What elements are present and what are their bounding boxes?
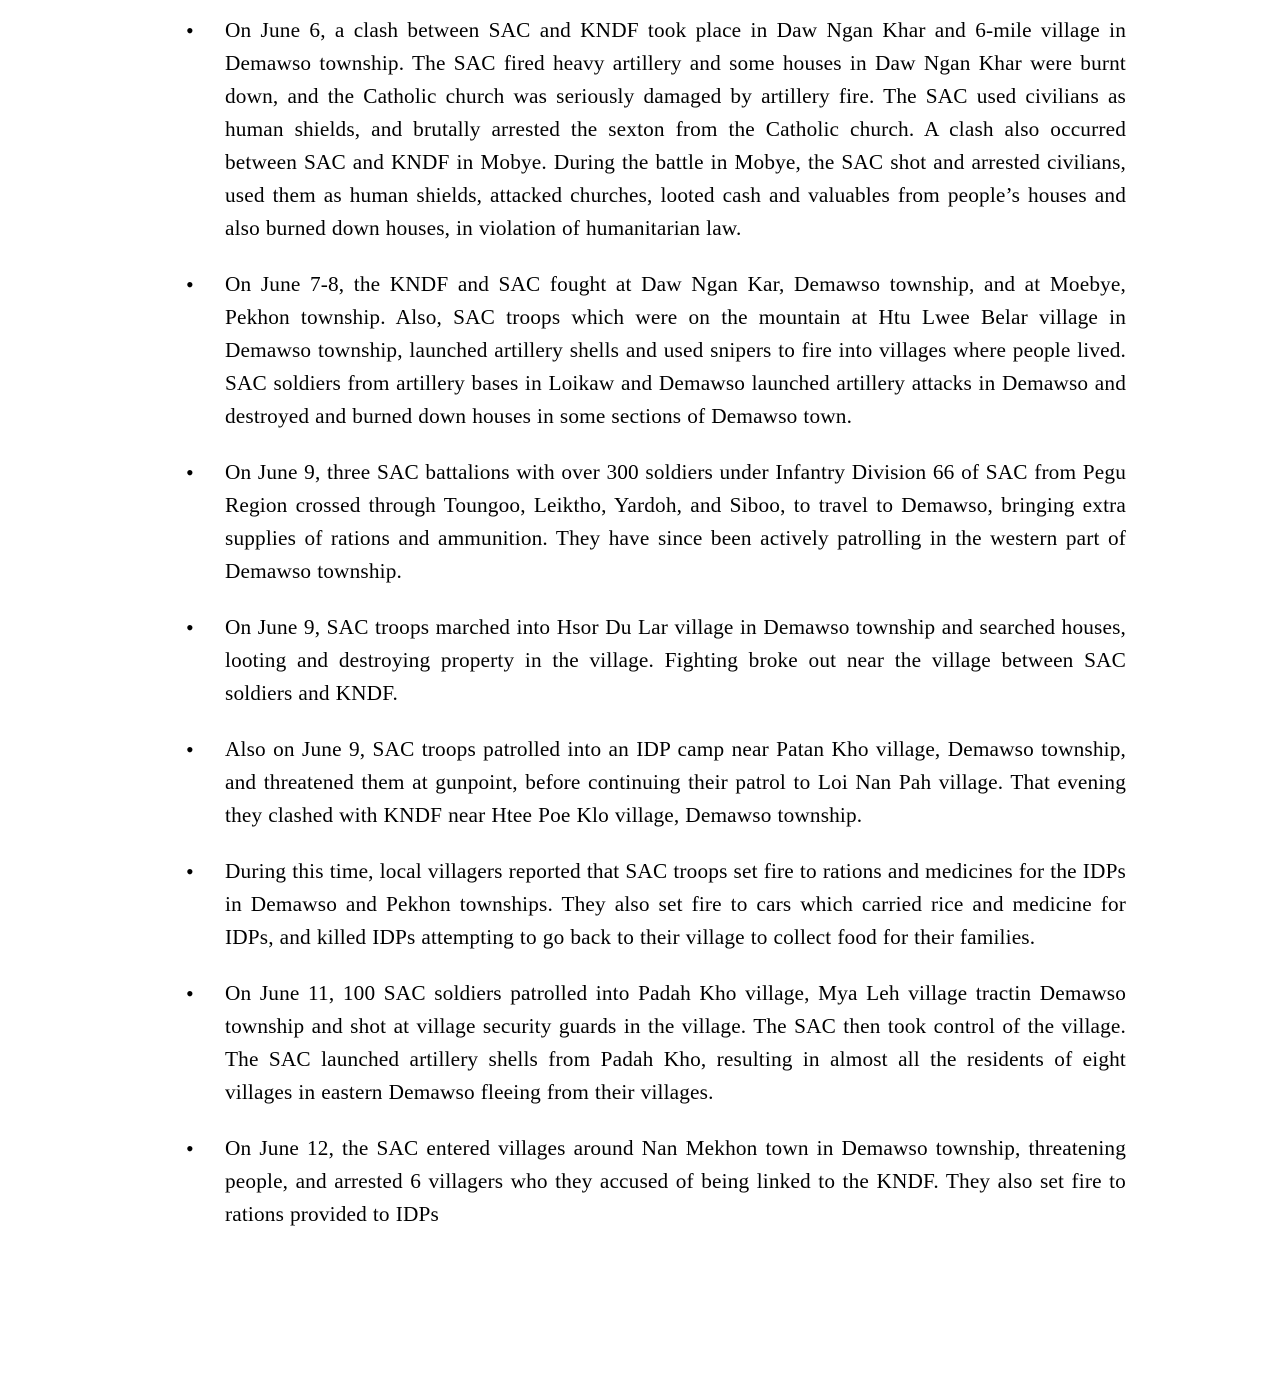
bullet-icon: •	[186, 18, 194, 43]
bullet-icon: •	[186, 981, 194, 1006]
bullet-icon: •	[186, 615, 194, 640]
bullet-text: Also on June 9, SAC troops patrolled into an IDP camp near Patan Kho village, Demawso township, and threatened them at gunpoint, before continuing their patrol to Loi Nan Pah village. That evening they clashed with KNDF near Htee Poe Klo village, Demawso township.	[225, 737, 1126, 827]
list-item	[186, 733, 1126, 832]
bullet-text: On June 12, the SAC entered villages around Nan Mekhon town in Demawso township, threatening people, and arrested 6 villagers who they accused of being linked to the KNDF. They also set fire to rations provided to IDPs	[225, 1136, 1126, 1226]
bullet-text: On June 7-8, the KNDF and SAC fought at Daw Ngan Kar, Demawso township, and at Moebye, Pekhon township. Also, SAC troops which were on the mountain at Htu Lwee Belar village in Demawso township, launched artillery shells and used snipers to fire into villages where people lived. SAC soldiers from artillery bases in Loikaw and Demawso launched artillery attacks in Demawso and destroyed and burned down houses in some sections of Demawso town.	[225, 272, 1126, 428]
bullet-text: On June 11, 100 SAC soldiers patrolled into Padah Kho village, Mya Leh village tractin Demawso township and shot at village security guards in the village. The SAC then took control of the village. The SAC launched artillery shells from Padah Kho, resulting in almost all the residents of eight villages in eastern Demawso fleeing from their villages.	[225, 981, 1126, 1104]
list-item	[186, 855, 1126, 954]
bullet-list	[186, 14, 1126, 1254]
bullet-icon: •	[186, 272, 194, 297]
bullet-icon: •	[186, 737, 194, 762]
bullet-icon: •	[186, 1136, 194, 1161]
list-item	[186, 977, 1126, 1109]
bullet-text: On June 9, SAC troops marched into Hsor Du Lar village in Demawso township and searched houses, looting and destroying property in the village. Fighting broke out near the village between SAC soldiers and KNDF.	[225, 615, 1126, 705]
bullet-text: On June 9, three SAC battalions with over 300 soldiers under Infantry Division 66 of SAC from Pegu Region crossed through Toungoo, Leiktho, Yardoh, and Siboo, to travel to Demawso, bringing extra supplies of rations and ammunition. They have since been actively patrolling in the western part of Demawso township.	[225, 460, 1126, 583]
list-item	[186, 611, 1126, 710]
list-item	[186, 14, 1126, 245]
bullet-icon: •	[186, 460, 194, 485]
bullet-icon: •	[186, 859, 194, 884]
bullet-text: During this time, local villagers reported that SAC troops set fire to rations and medicines for the IDPs in Demawso and Pekhon townships. They also set fire to cars which carried rice and medicine for IDPs, and killed IDPs attempting to go back to their village to collect food for their families.	[225, 859, 1126, 949]
bullet-text: On June 6, a clash between SAC and KNDF took place in Daw Ngan Khar and 6-mile village in Demawso township. The SAC fired heavy artillery and some houses in Daw Ngan Khar were burnt down, and the Catholic church was seriously damaged by artillery fire. The SAC used civilians as human shields, and brutally arrested the sexton from the Catholic church. A clash also occurred between SAC and KNDF in Mobye. During the battle in Mobye, the SAC shot and arrested civilians, used them as human shields, attacked churches, looted cash and valuables from people’s houses and also burned down houses, in violation of humanitarian law.	[225, 18, 1126, 240]
list-item	[186, 268, 1126, 433]
list-item	[186, 456, 1126, 588]
list-item	[186, 1132, 1126, 1231]
